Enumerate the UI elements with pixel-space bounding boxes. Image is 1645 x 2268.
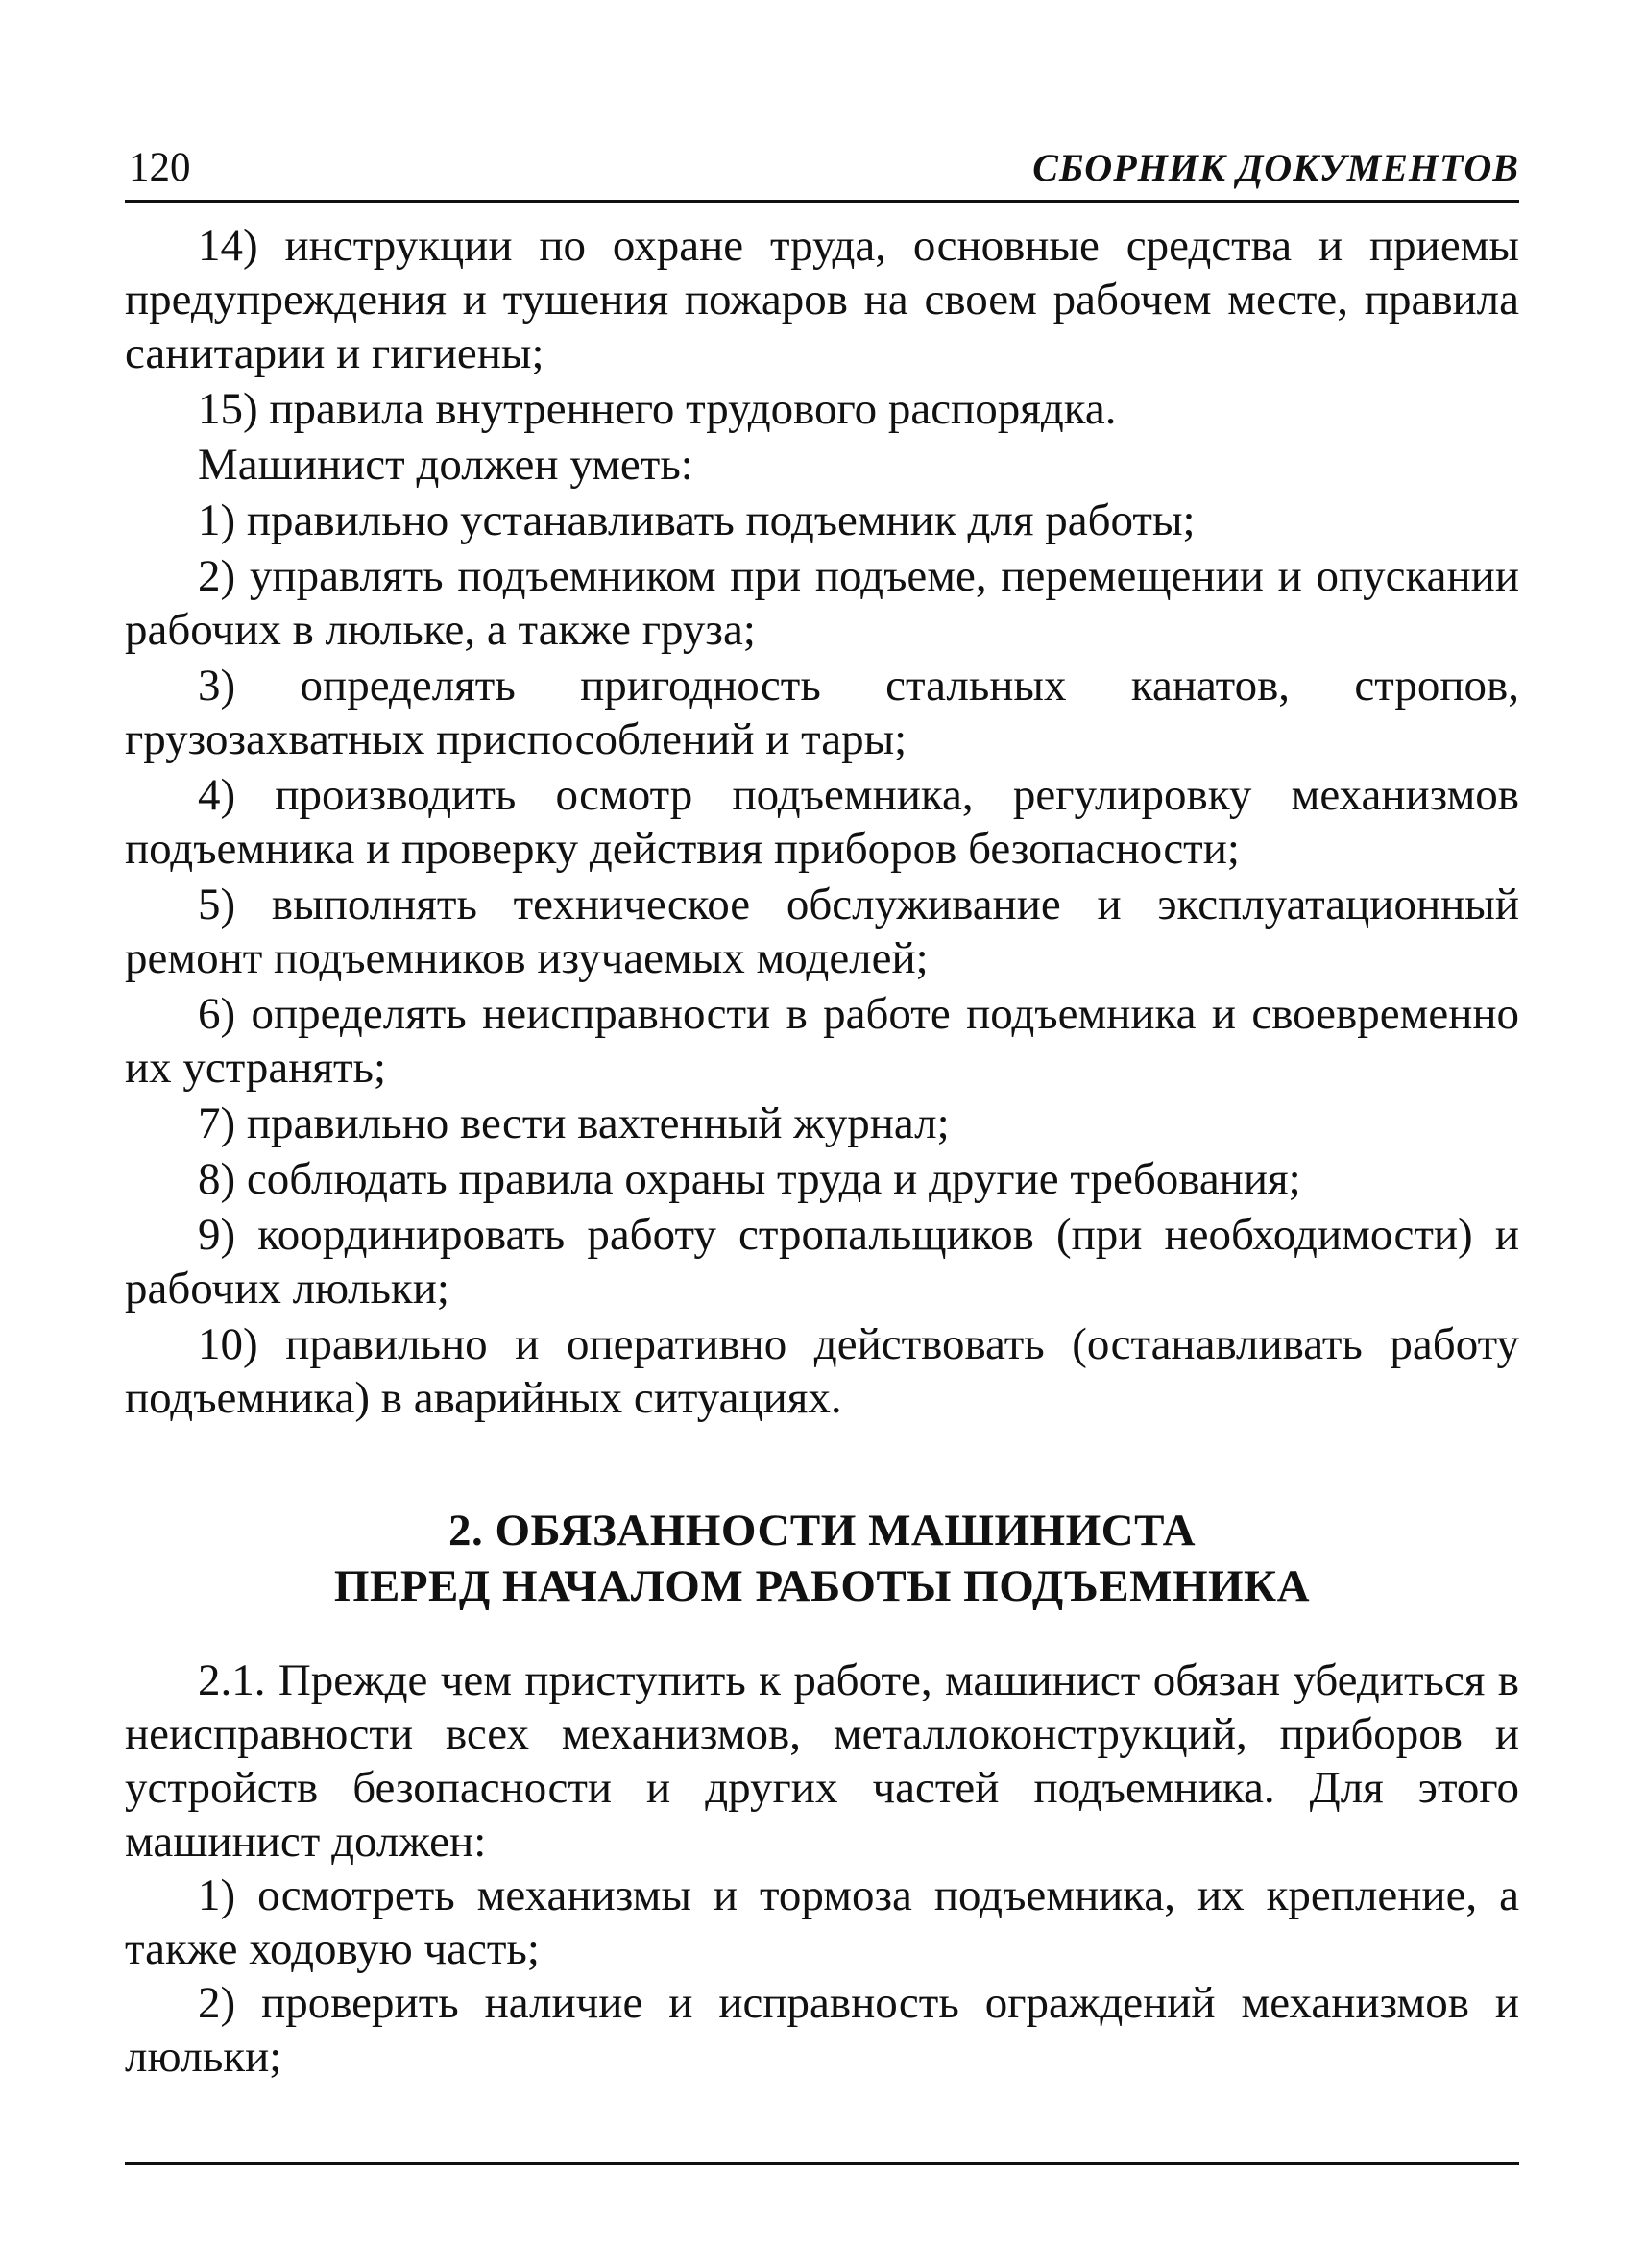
list-item: 3) определять пригодность стальных канатов, стропов, грузозахватных приспособлений и тары; — [125, 661, 1519, 764]
list-item: 1) правильно устанавливать подъемник для работы; — [198, 495, 1196, 545]
running-head — [125, 144, 1519, 203]
list-item: 1) осмотреть механизмы и тормоза подъемника, их крепление, а также ходовую часть; — [125, 1870, 1519, 1974]
section-paragraph: 2.1. Прежде чем приступить к работе, машинист обязан убедиться в неисправности всех механизмов, металлоконструкций, приборов и устройств безопасности и других частей подъемника. Для этого машинист должен: — [125, 1655, 1519, 1867]
section-heading — [125, 1503, 1519, 1614]
list-item: 15) правила внутреннего трудового распорядка. — [198, 384, 1117, 434]
document-page — [125, 0, 1519, 2268]
bottom-rule — [125, 2162, 1519, 2165]
list-item: 4) производить осмотр подъемника, регулировку механизмов подъемника и проверку действия приборов безопасности; — [125, 770, 1519, 874]
page-number: 120 — [129, 145, 191, 190]
list-item: 8) соблюдать правила охраны труда и другие требования; — [198, 1154, 1301, 1204]
list-item: 7) правильно вести вахтенный журнал; — [198, 1098, 950, 1148]
running-title: СБОРНИК ДОКУМЕНТОВ — [1032, 146, 1519, 189]
list-item: 2) проверить наличие и исправность ограждений механизмов и люльки; — [125, 1978, 1519, 2082]
requirements-text — [125, 219, 1519, 1425]
list-item: 2) управлять подъемником при подъеме, перемещении и опускании рабочих в люльке, а также груза; — [125, 551, 1519, 655]
list-item: 6) определять неисправности в работе подъемника и своевременно их устранять; — [125, 989, 1519, 1093]
skills-intro: Машинист должен уметь: — [198, 440, 693, 490]
list-item: 5) выполнять техническое обслуживание и эксплуатационный ремонт подъемников изучаемых моделей; — [125, 880, 1519, 983]
section-text — [125, 1653, 1519, 2084]
list-item: 10) правильно и оперативно действовать (останавливать работу подъемника) в аварийных ситуациях. — [125, 1319, 1519, 1423]
section-heading-line: ПЕРЕД НАЧАЛОМ РАБОТЫ ПОДЪЕМНИКА — [333, 1561, 1311, 1611]
section-heading-line: 2. ОБЯЗАННОСТИ МАШИНИСТА — [448, 1506, 1197, 1556]
list-item: 9) координировать работу стропальщиков (при необходимости) и рабочих люльки; — [125, 1210, 1519, 1314]
list-item: 14) инструкции по охране труда, основные средства и приемы предупреждения и тушения пожаров на своем рабочем месте, правила санитарии и гигиены; — [125, 221, 1519, 378]
